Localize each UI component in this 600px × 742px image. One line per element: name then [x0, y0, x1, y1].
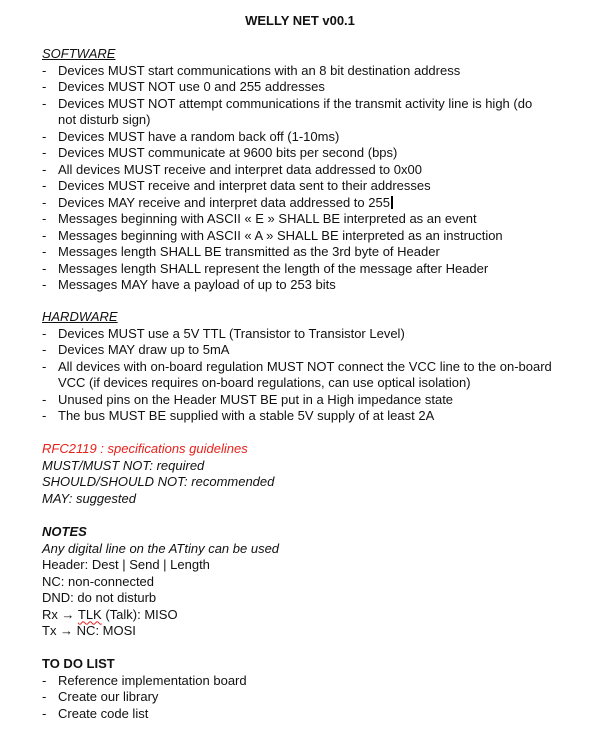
list-item: - Messages beginning with ASCII « A » SHALL BE interpreted as an instruction: [42, 227, 503, 243]
hardware-section: [42, 309, 582, 425]
todo-heading: TO DO LIST: [42, 656, 115, 671]
bullet: -: [42, 689, 47, 704]
notes-line: DND: do not disturb: [42, 590, 157, 605]
list-item: - All devices MUST receive and interpret data addressed to 0x00: [42, 161, 422, 177]
notes-italic-line: Any digital line on the ATtiny can be used: [42, 540, 280, 556]
list-item: - Devices MUST communicate at 9600 bits per second (bps): [42, 145, 398, 160]
list-item: - The bus MUST BE supplied with a stable 5V supply of at least 2A: [42, 408, 435, 423]
bullet: -: [42, 277, 47, 292]
bullet: -: [42, 145, 47, 160]
bullet: -: [42, 260, 47, 276]
rfc-line: MAY: suggested: [42, 490, 136, 506]
text-cursor: [391, 196, 393, 209]
list-item: - Devices MUST NOT use 0 and 255 addresses: [42, 79, 325, 94]
notes-line: Header: Dest | Send | Length: [42, 557, 210, 572]
todo-section: [42, 656, 582, 722]
list-item: - Messages length SHALL BE transmitted as the 3rd byte of Header: [42, 244, 440, 259]
list-item: - Messages beginning with ASCII « E » SHALL BE interpreted as an event: [42, 211, 477, 226]
bullet: -: [42, 79, 47, 94]
list-item: - Unused pins on the Header MUST BE put in a High impedance state: [42, 391, 454, 407]
document-title: WELLY NET v00.1: [245, 13, 355, 28]
software-section: [42, 46, 582, 294]
rfc-heading: RFC2119 : specifications guidelines: [42, 441, 248, 456]
list-item: - Devices MUST use a 5V TTL (Transistor to Transistor Level): [42, 325, 405, 341]
bullet: -: [42, 178, 47, 193]
bullet: -: [42, 391, 47, 407]
list-item: - Messages length SHALL represent the length of the message after Header: [42, 260, 489, 276]
rfc-line: SHOULD/SHOULD NOT: recommended: [42, 474, 275, 489]
list-item: - Create our library: [42, 689, 159, 704]
bullet: -: [42, 161, 47, 177]
list-item: - Devices MUST start communications with an 8 bit destination address: [42, 62, 461, 78]
rfc-section: [42, 441, 582, 507]
notes-heading: NOTES: [42, 524, 87, 539]
list-item: - Devices MAY draw up to 5mA: [42, 342, 230, 357]
spellcheck-flagged-word: TLK: [77, 606, 102, 622]
bullet: -: [42, 244, 47, 259]
software-heading: SOFTWARE: [42, 46, 116, 61]
notes-tx-line: Tx → NC: MOSI: [42, 623, 136, 638]
bullet: -: [42, 95, 47, 111]
list-item: - Devices MAY receive and interpret data addressed to 255: [42, 195, 582, 212]
list-item: - Devices MUST have a random back off (1-10ms): [42, 128, 340, 144]
bullet: -: [42, 325, 47, 341]
bullet: -: [42, 672, 47, 688]
bullet: -: [42, 408, 47, 423]
list-item: - Devices MUST NOT attempt communications if the transmit activity line is high (do not disturb sign): [42, 95, 533, 127]
notes-line: NC: non-connected: [42, 573, 155, 589]
list-item: - Reference implementation board: [42, 672, 247, 688]
list-item: - All devices with on-board regulation MUST NOT connect the VCC line to the on-board VCC (if devices requires on-board regulations, can use optical isolation): [42, 358, 552, 390]
bullet: -: [42, 342, 47, 357]
bullet: -: [42, 194, 47, 210]
notes-section: [42, 524, 582, 640]
hardware-heading: HARDWARE: [42, 309, 118, 324]
bullet: -: [42, 705, 47, 721]
bullet: -: [42, 62, 47, 78]
bullet: -: [42, 128, 47, 144]
notes-rx-line: Rx → TLK (Talk): MISO: [42, 606, 178, 622]
list-item: - Create code list: [42, 705, 149, 721]
bullet: -: [42, 211, 47, 226]
rfc-line: MUST/MUST NOT: required: [42, 457, 205, 473]
bullet: -: [42, 358, 47, 374]
bullet: -: [42, 227, 47, 243]
list-item: - Messages MAY have a payload of up to 253 bits: [42, 277, 336, 292]
list-item: - Devices MUST receive and interpret data sent to their addresses: [42, 178, 431, 193]
